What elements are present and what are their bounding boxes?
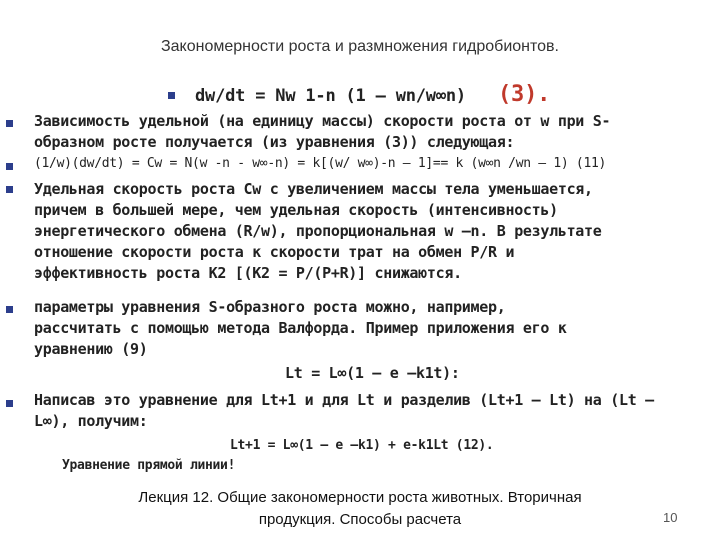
paragraph-line: рассчитать с помощью метода Валфорда. Пример приложения его к	[34, 319, 567, 337]
paragraph-line: параметры уравнения S-образного роста можно, например,	[34, 298, 506, 316]
paragraph-line: Удельная скорость роста Cw с увеличением массы тела уменьшается,	[34, 180, 593, 198]
main-formula	[195, 82, 550, 107]
slide-title: Закономерности роста и размножения гидробионтов.	[160, 38, 559, 55]
main-formula-text: dw/dt = Nw 1-n (1 – wn/w∞n)	[195, 86, 466, 106]
footer-line: продукция. Способы расчета	[258, 511, 462, 528]
bullet-icon	[6, 306, 13, 313]
paragraph-line: энергетического обмена (R/w), пропорциональная w –n. В результате	[34, 222, 602, 240]
formula-12: Lt+1 = L∞(1 – e –k1) + e-k1Lt (12).	[230, 438, 494, 453]
formula-11: (1/w)(dw/dt) = Cw = N(w -n - w∞-n) = k[(w/ w∞)-n – 1]== k (w∞n /wn – 1) (11)	[34, 156, 607, 171]
bullet-icon	[6, 163, 13, 170]
paragraph-line: Написав это уравнение для Lt+1 и для Lt и разделив (Lt+1 – Lt) на (Lt –	[34, 391, 654, 409]
bullet-icon	[6, 120, 13, 127]
bullet-icon	[6, 400, 13, 407]
bullet-icon	[6, 186, 13, 193]
page-number: 10	[663, 510, 678, 525]
paragraph-line: уравнению (9)	[34, 340, 148, 358]
line-note: Уравнение прямой линии!	[62, 458, 236, 473]
bullet-icon	[168, 92, 175, 99]
paragraph-line: эффективность роста K2 [(K2 = P/(P+R)] снижаются.	[34, 264, 462, 282]
paragraph-line: L∞), получим:	[34, 412, 148, 430]
paragraph-line: образном росте получается (из уравнения (3)) следующая:	[34, 133, 515, 151]
paragraph-line: причем в большей мере, чем удельная скорость (интенсивность)	[34, 201, 558, 219]
equation-number: (3).	[498, 82, 551, 107]
paragraph-line: Зависимость удельной (на единицу массы) скорости роста от w при S-	[34, 112, 611, 130]
footer-line: Лекция 12. Общие закономерности роста животных. Вторичная	[138, 489, 582, 506]
formula-lt: Lt = L∞(1 – e –k1t):	[285, 364, 460, 382]
paragraph-line: отношение скорости роста к скорости трат на обмен P/R и	[34, 243, 515, 261]
footer	[0, 487, 720, 531]
